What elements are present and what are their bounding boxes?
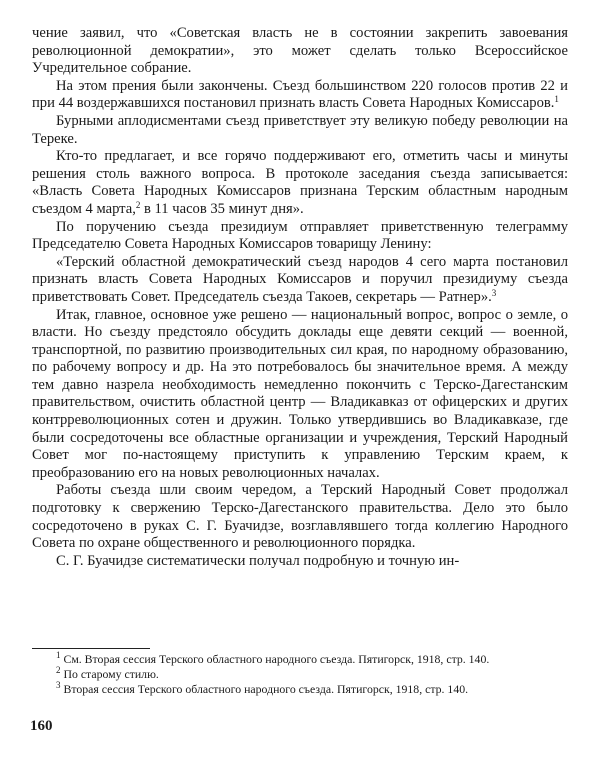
footnote-mark: 1 [56, 650, 61, 660]
footnote-ref: 3 [491, 287, 497, 298]
paragraph: Работы съезда шли своим чередом, а Терский Народный Совет продолжал подготовку к свержению Терско-Дагестанского правительства. Дело это было сосредоточено в руках С. Г. Буачидзе, возглавлявшего тогда коллегию Народного Совета по охране общественного и революционного порядка. [32, 482, 568, 552]
footnote-mark: 2 [56, 665, 61, 675]
paragraph: Кто-то предлагает, и все горячо поддерживают его, отметить часы и минуты решения столь важного вопроса. В протоколе заседания съезда записывается: «Власть Совета Народных Комиссаров признана Терским областным народным съездом 4 марта,$^2$ в 11 часов 35 минут дня». [32, 148, 568, 217]
footnote-divider [32, 648, 150, 649]
paragraph: С. Г. Буачидзе систематически получал подробную и точную ин- [56, 552, 460, 569]
footnote: $^1$ См. Вторая сессия Терского областного народного съезда. Пятигорск, 1918, стр. 140. [56, 650, 490, 666]
main-text [32, 25, 568, 570]
paragraph: Бурными аплодисментами съезд приветствует эту великую победу революции на Тереке. [32, 112, 568, 147]
paragraph: По поручению съезда президиум отправляет приветственную телеграмму Председателю Совета Народных Комиссаров товарищу Ленину: [32, 218, 568, 253]
quoted-telegram: «Терский областной демократический съезд народов 4 сего марта постановил признать власть Совета Народных Комиссаров и поручил президиуму съезда приветствовать Совет. Председатель съезда Такоев, секретарь — Ратнер».$^3$ [32, 253, 568, 305]
paragraph: Итак, главное, основное уже решено — национальный вопрос, вопрос о земле, о власти. Но съезду предстояло обсудить доклады еще девяти секций — военной, транспортной, по развитию производительных сил края, по народному образованию, по рабочему вопросу и др. На это потребовалось бы значительное время. А между тем давно назрела необходимость немедленно покончить с Терско-Дагестанским правительством, очистить областной центр — Владикавказ от офицерских и других контрреволюционных сотен и дружин. Только утвердившись во Владикавказе, где были сосредоточены все областные организации и учреждения, Терский Народный Совет мог по-настоящему приступить к управлению Терским краем, к преобразованию его на новых революционных началах. [32, 306, 568, 481]
footnote: $^3$ Вторая сессия Терского областного народного съезда. Пятигорск, 1918, стр. 140. [56, 680, 469, 696]
paragraph: чение заявил, что «Советская власть не в состоянии закрепить завоевания революционной демократии», это может сделать только Всероссийское Учредительное собрание. [32, 25, 568, 77]
footnote-ref: 2 [135, 199, 141, 210]
paragraph: На этом прения были закончены. Съезд большинством 220 голосов против 22 и при 44 воздержавшихся постановил признать власть Совета Народных Комиссаров.$^1$ [32, 77, 568, 112]
footnote-ref: 1 [554, 94, 559, 105]
footnote-mark: 3 [56, 680, 61, 690]
page-number: 160 [30, 718, 53, 734]
footnotes [32, 648, 568, 697]
footnote: $^2$ По старому стилю. [56, 665, 159, 681]
